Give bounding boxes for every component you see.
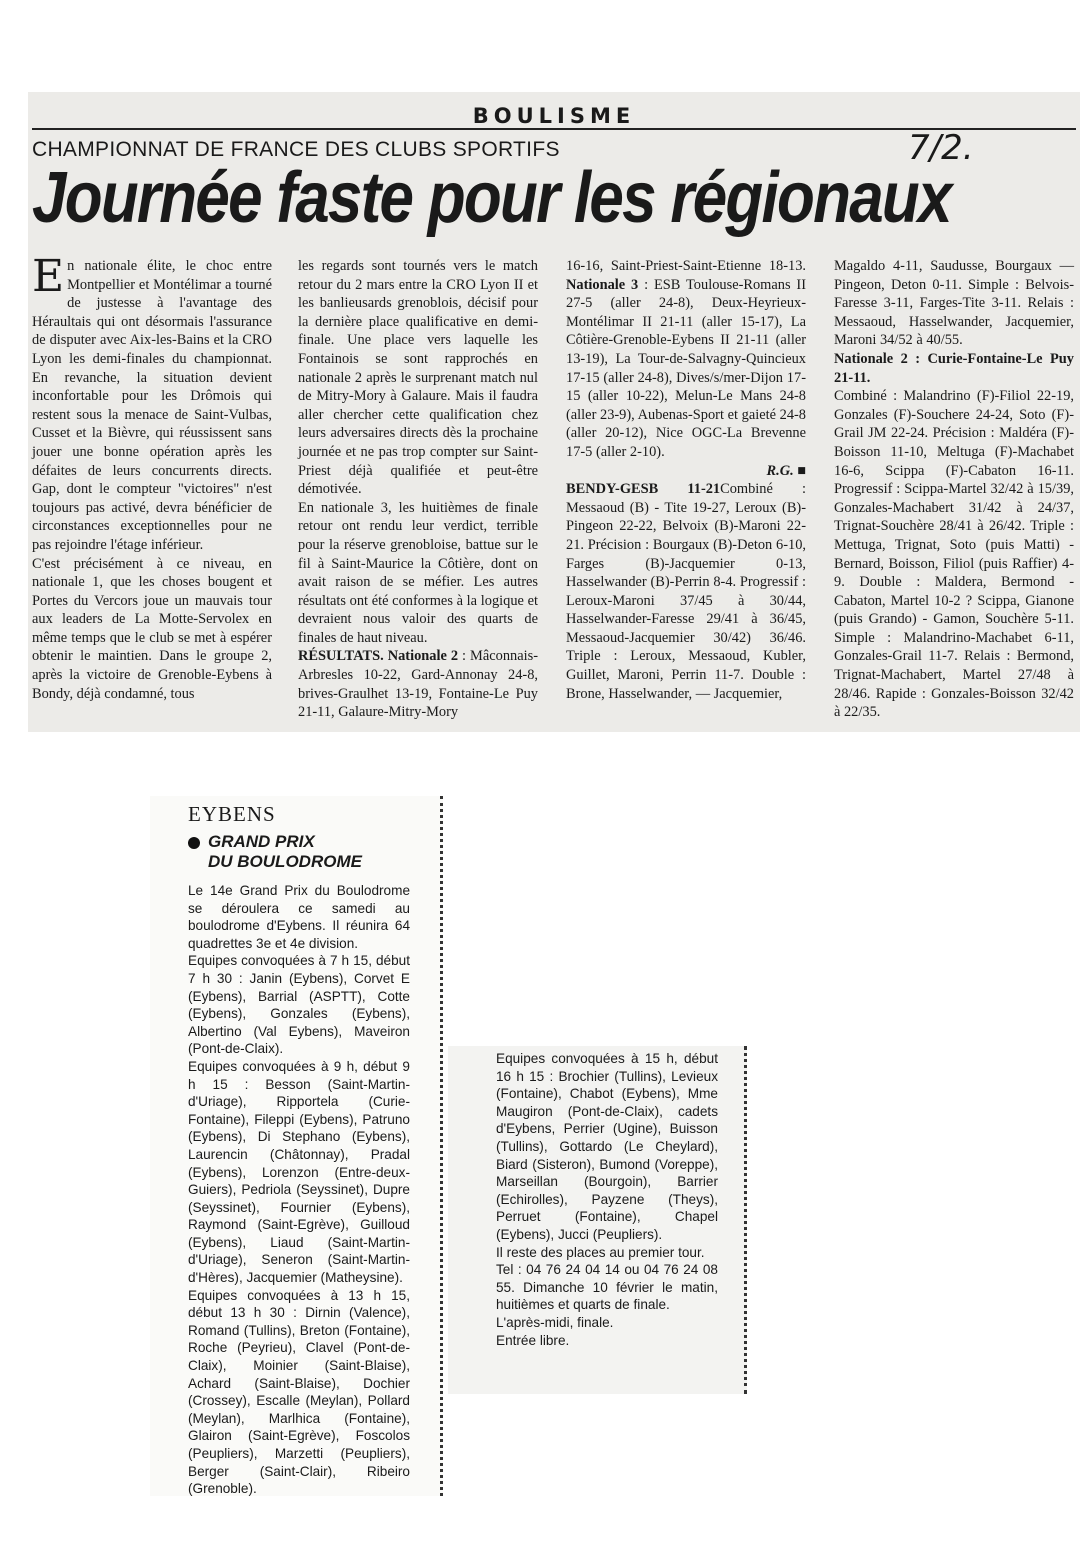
column-3 [566, 257, 806, 703]
column-4 [834, 257, 1074, 722]
col3-para2: Combiné : Messaoud (B) - Tite 19-27, Leroux (B)-Pingeon 22-22, Belvoix (B)-Maroni 22-21. Précision : Bourgaux (B)-Deton 6-10, Farges (B)-Jacquemier 0-13, Hasselwander (B)-Perrin 8-4. Progressif : Leroux-Maroni 37/45 à 30/44, Hasselwander-Faresse 29/41 à 36/45, Messaoud-Jacquemier 30/42) 36/46. Triple : Leroux, Messaoud, Kubler, Guillet, Maroni, Perrin 11-7. Double : Brone, Hasselwander, — Jacquemier, [566, 481, 806, 702]
eybens-clipping-continued [448, 1046, 747, 1394]
nationale2-label: Nationale 2 : Curie-Fontaine-Le Puy 21-11. [834, 350, 1074, 386]
afternoon-note: L'après-midi, finale. [496, 1314, 614, 1330]
col2-para2: En nationale 3, les huitièmes de finale retour ont rendu leur verdict, terrible pour la réserve grenobloise, battue sur le fil à Saint-Maurice la Côtière, dont on avait raison de se méfier. Les autres résultats ont été conformes à la logique et devraient nous valoir des quarts de finales de haut niveau. [298, 499, 538, 646]
event-title-line2: DU BOULODROME [208, 852, 362, 871]
group-4: Equipes convoquées à 15 h, début 16 h 15 : Brochier (Tullins), Levieux (Fontaine), Chabot (Eybens), Mme Maugiron (Pont-de-Claix), cadets d'Eybens, Perrier (Ugine), Buisson (Tullins), Gottardo (Le Cheylard), Biard (Sisteron), Bumond (Voreppe), Marseillan (Bourgoin), Barrier (Echirolles), Payzene (Theys), Perruet (Fontaine), Chapel (Eybens), Jucci (Peupliers). [496, 1051, 718, 1242]
event-title-line1: GRAND PRIX [208, 832, 315, 851]
col1-para1: n nationale élite, le choc entre Montpellier et Montélimar a tourné de justesse à l'avantage des Héraultais qui ont désormais l'assurance de disputer avec Aix-les-Bains et la CRO Lyon les demi-finales du championnat. En revanche, la situation devient inconfortable pour les Drômois qui restent sous la menace de Saint-Vulbas, Cusset et la Bièvre, qui réussissent sans jouer une bonne opération après les défaites de leurs concurrents directs. Gap, dont le compteur "victoires" n'est toujours pas activé, devra bénéficier de circonstances exceptionnelles pour ne pas rejoindre l'étage inférieur. [32, 258, 272, 553]
group-2: Equipes convoquées à 9 h, début 9 h 15 : Besson (Saint-Martin-d'Uriage), Ripportela (Curie-Fontaine), Fileppi (Eybens), Patruno (Eybens), Di Stephano (Eybens), Laurencin (Châtonnay), Pradal (Eybens), Lorenzon (Entre-deux-Guiers), Pedriola (Seyssinet), Dupre (Seyssinet), Fournier (Eybens), Raymond (Saint-Egrève), Guilloud (Eybens), Liaud (Saint-Martin-d'Uriage), Seneron (Saint-Martin-d'Hères), Jacquemier (Matheysine). [188, 1058, 410, 1286]
group-3: Equipes convoquées à 13 h 15, début 13 h 30 : Dirnin (Valence), Romand (Tullins), Breton (Fontaine), Roche (Peyrieu), Clavel (Pont-de-Claix), Moinier (Saint-Blaise), Achard (Saint-Blaise), Dochier (Crossey), Escalle (Meylan), Pollard (Meylan), Marlhica (Fontaine), Glairon (Saint-Egrève), Foscolos (Peupliers), Marzetti (Peupliers), Berger (Saint-Clair), Ribeiro (Grenoble). [188, 1287, 410, 1497]
phone-note: Tel : 04 76 24 04 14 ou 04 76 24 08 55. Dimanche 10 février le matin, huitièmes et quarts de finale. [496, 1262, 718, 1313]
handwritten-date: 7/2. [908, 128, 974, 168]
eybens-intro: Le 14e Grand Prix du Boulodrome se déroulera ce samedi au boulodrome d'Eybens. Il réunira 64 quadrettes 3e et 4e division. [188, 883, 410, 951]
section-header: BOULISME [472, 104, 636, 128]
bendy-label: BENDY-GESB 11-21 [566, 481, 721, 498]
col4-para1: Magaldo 4-11, Saudusse, Bourgaux — Pingeon, Deton 0-11. Simple : Belvois-Faresse 3-11, Farges-Tite 3-11. Relais : Messaoud, Hasselwander, Jacquemier, Maroni 34/52 à 40/55. [834, 258, 1074, 349]
column-2 [298, 257, 538, 722]
headline: Journée faste pour les régionaux [32, 158, 951, 238]
bullet-icon [188, 837, 200, 849]
eybens-body-continued [496, 1050, 718, 1349]
event-title [188, 832, 362, 872]
drop-cap: E [32, 251, 65, 302]
col4-para2: Combiné : Malandrino (F)-Filiol 22-19, Gonzales (F)-Souchere 24-24, Soto (F)-Grail JM 22-24. Précision : Maldéra (F)-Boisson 11-10, Meltuga (F)-Machabet 16-6, Scippa (F)-Cabaton 16-11. Progressif : Scippa-Martel 32/42 à 15/39, Gonzales-Machabert 31/42 à 24/37, Trignat-Souchère 28/41 à 26/42. Triple : Mettuga, Trignat, Soto (puis Matti) -Bernard, Boisson, Filiol (puis Raffier) 4-9. Double : Maldera, Bermond - Cabaton, Martel 10-2 ? Scippa, Gianone (puis Grando) - Gamon, Souchère 5-11. Simple : Malandrino-Machabet 6-11, Gonzales-Grail 11-7. Relais : Bermond, Trignat-Machabert, Martel 27/48 à 28/46. Rapide : Gonzales-Boisson 32/42 à 22/35. [834, 388, 1074, 721]
town-label: EYBENS [188, 802, 276, 826]
article-clipping [28, 92, 1080, 732]
col3-text-a: 16-16, Saint-Priest-Saint-Etienne 18-13. [566, 258, 806, 274]
entry-note: Entrée libre. [496, 1332, 570, 1348]
eybens-body [188, 882, 410, 1498]
column-1 [32, 251, 272, 703]
col1-para2: C'est précisément à ce niveau, en nationale 1, que les choses bougent et Portes du Vercors joue un mauvais tour aux leaders de La Motte-Servolex en même temps que le club se met à espérer obtenir le maintien. Dans le groupe 2, après la victoire de Grenoble-Eybens à Bondy, déjà condamné, tous [32, 555, 272, 702]
col3-text-b: : ESB Toulouse-Romans II 27-5 (aller 24-8), Deux-Heyrieux-Montélimar II 21-11 (aller 15-17), La Côtière-Grenoble-Eybens II 21-11 (aller 13-19), La Tour-de-Salvagny-Quincieux 17-15 (aller 24-8), Dives/s/mer-Dijon 17-15 (aller 10-22), Melun-Le Mans 24-8 (aller 23-9), Aubenas-Sport et gaieté 24-8 (aller 20-12), Nice OGC-La Brevenne 17-5 (aller 2-10). [566, 276, 807, 460]
col2-para1: les regards sont tournés vers le match retour du 2 mars entre la CRO Lyon II et les banlieusards grenoblois, décisif pour la dernière place qualificative en demi-finale. Une place vers laquelle les Fontainois se sont rapprochés en nationale 2 après le surprenant match nul de Mitry-Mory à Galaure. Mais il faudra aller chercher cette qualification chez leurs adversaires directs dès la prochaine journée et ne pas trop compter sur Saint-Priest déjà qualifiée et peut-être démotivée. [298, 258, 538, 498]
results-text: : Mâconnais-Arbresles 10-22, Gard-Annonay 24-8, brives-Graulhet 13-19, Fontaine-Le Puy 21-11, Galaure-Mitry-Mory [298, 648, 538, 721]
signature: R.G. ■ [766, 462, 806, 479]
eybens-clipping [150, 796, 443, 1496]
group-1: Equipes convoquées à 7 h 15, début 7 h 30 : Janin (Eybens), Corvet E (Eybens), Barrial (ASPTT), Cotte (Eybens), Gonzales (Eybens), Albertino (Val Eybens), Maveiron (Pont-de-Claix). [188, 953, 410, 1057]
nationale3-label: Nationale 3 [566, 276, 639, 293]
kicker: CHAMPIONNAT DE FRANCE DES CLUBS SPORTIFS [32, 138, 560, 161]
results-label: RÉSULTATS. Nationale 2 [298, 648, 459, 665]
places-note: Il reste des places au premier tour. [496, 1244, 705, 1260]
